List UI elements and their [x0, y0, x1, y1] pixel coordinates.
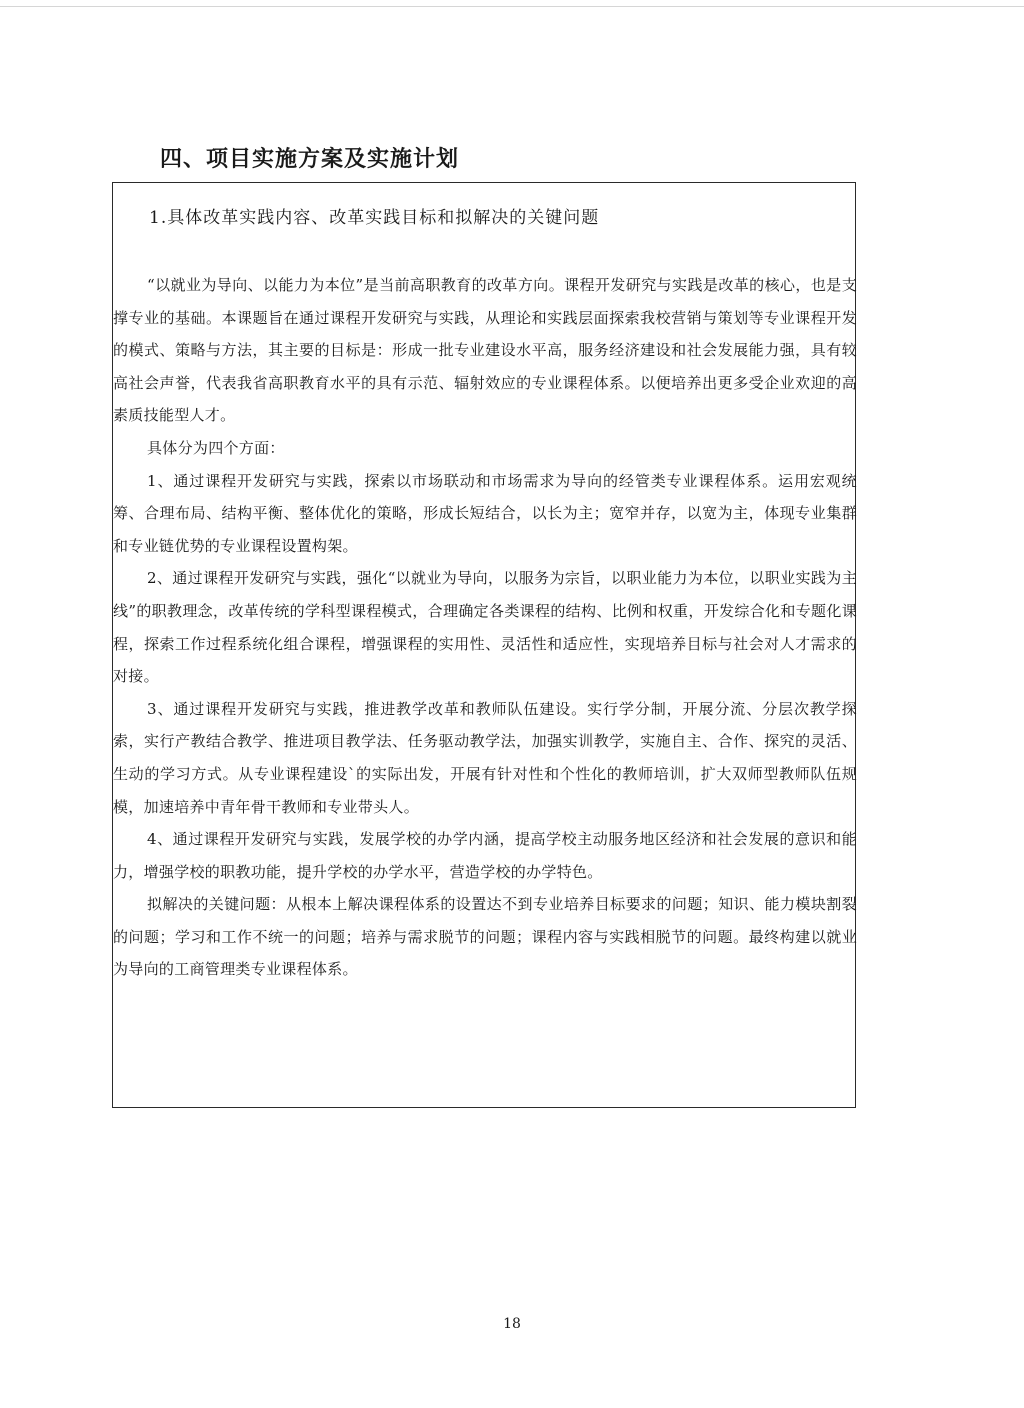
box-subheading: 1.具体改革实践内容、改革实践目标和拟解决的关键问题: [149, 208, 600, 228]
paragraph-aspect-2: 2、通过课程开发研究与实践，强化“以就业为导向，以服务为宗旨，以职业能力为本位，以职业实践为主线”的职教理念，改革传统的学科型课程模式，合理确定各类课程的结构、比例和权重，开发综合化和专题化课程，探索工作过程系统化组合课程，增强课程的实用性、灵活性和适应性，实现培养目标与社会对人才需求的对接。: [113, 569, 857, 686]
page-number: 18: [503, 1316, 521, 1332]
paragraph-aspect-1: 1、通过课程开发研究与实践，探索以市场联动和市场需求为导向的经管类专业课程体系。运用宏观统筹、合理布局、结构平衡、整体优化的策略，形成长短结合，以长为主；宽窄并存，以宽为主，体现专业集群和专业链优势的专业课程设置构架。: [113, 471, 857, 555]
content-box: [112, 182, 856, 1108]
paragraph-aspect-3: 3、通过课程开发研究与实践，推进教学改革和教师队伍建设。实行学分制，开展分流、分层次教学探索，实行产教结合教学、推进项目教学法、任务驱动教学法，加强实训教学，实施自主、合作、探究的灵活、生动的学习方式。从专业课程建设`的实际出发，开展有针对性和个性化的教师培训，扩大双师型教师队伍规模，加速培养中青年骨干教师和专业带头人。: [113, 699, 857, 816]
paragraph-intro: “以就业为导向、以能力为本位”是当前高职教育的改革方向。课程开发研究与实践是改革的核心，也是支撑专业的基础。本课题旨在通过课程开发研究与实践，从理论和实践层面探索我校营销与策划等专业课程开发的模式、策略与方法，其主要的目标是：形成一批专业建设水平高，服务经济建设和社会发展能力强，具有较高社会声誉，代表我省高职教育水平的具有示范、辐射效应的专业课程体系。以便培养出更多受企业欢迎的高素质技能型人才。: [113, 276, 857, 425]
paragraph-aspects-intro: 具体分为四个方面：: [147, 438, 285, 457]
scan-top-edge: [0, 6, 1024, 7]
paragraph-key-problems: 拟解决的关键问题：从根本上解决课程体系的设置达不到专业培养目标要求的问题；知识、能力模块割裂的问题；学习和工作不统一的问题；培养与需求脱节的问题；课程内容与实践相脱节的问题。最终构建以就业为导向的工商管理类专业课程体系。: [113, 895, 857, 979]
section-heading: 四、项目实施方案及实施计划: [160, 147, 460, 172]
paragraph-aspect-4: 4、通过课程开发研究与实践，发展学校的办学内涵，提高学校主动服务地区经济和社会发展的意识和能力，增强学校的职教功能，提升学校的办学水平，营造学校的办学特色。: [113, 830, 857, 881]
body-text: [113, 269, 857, 986]
